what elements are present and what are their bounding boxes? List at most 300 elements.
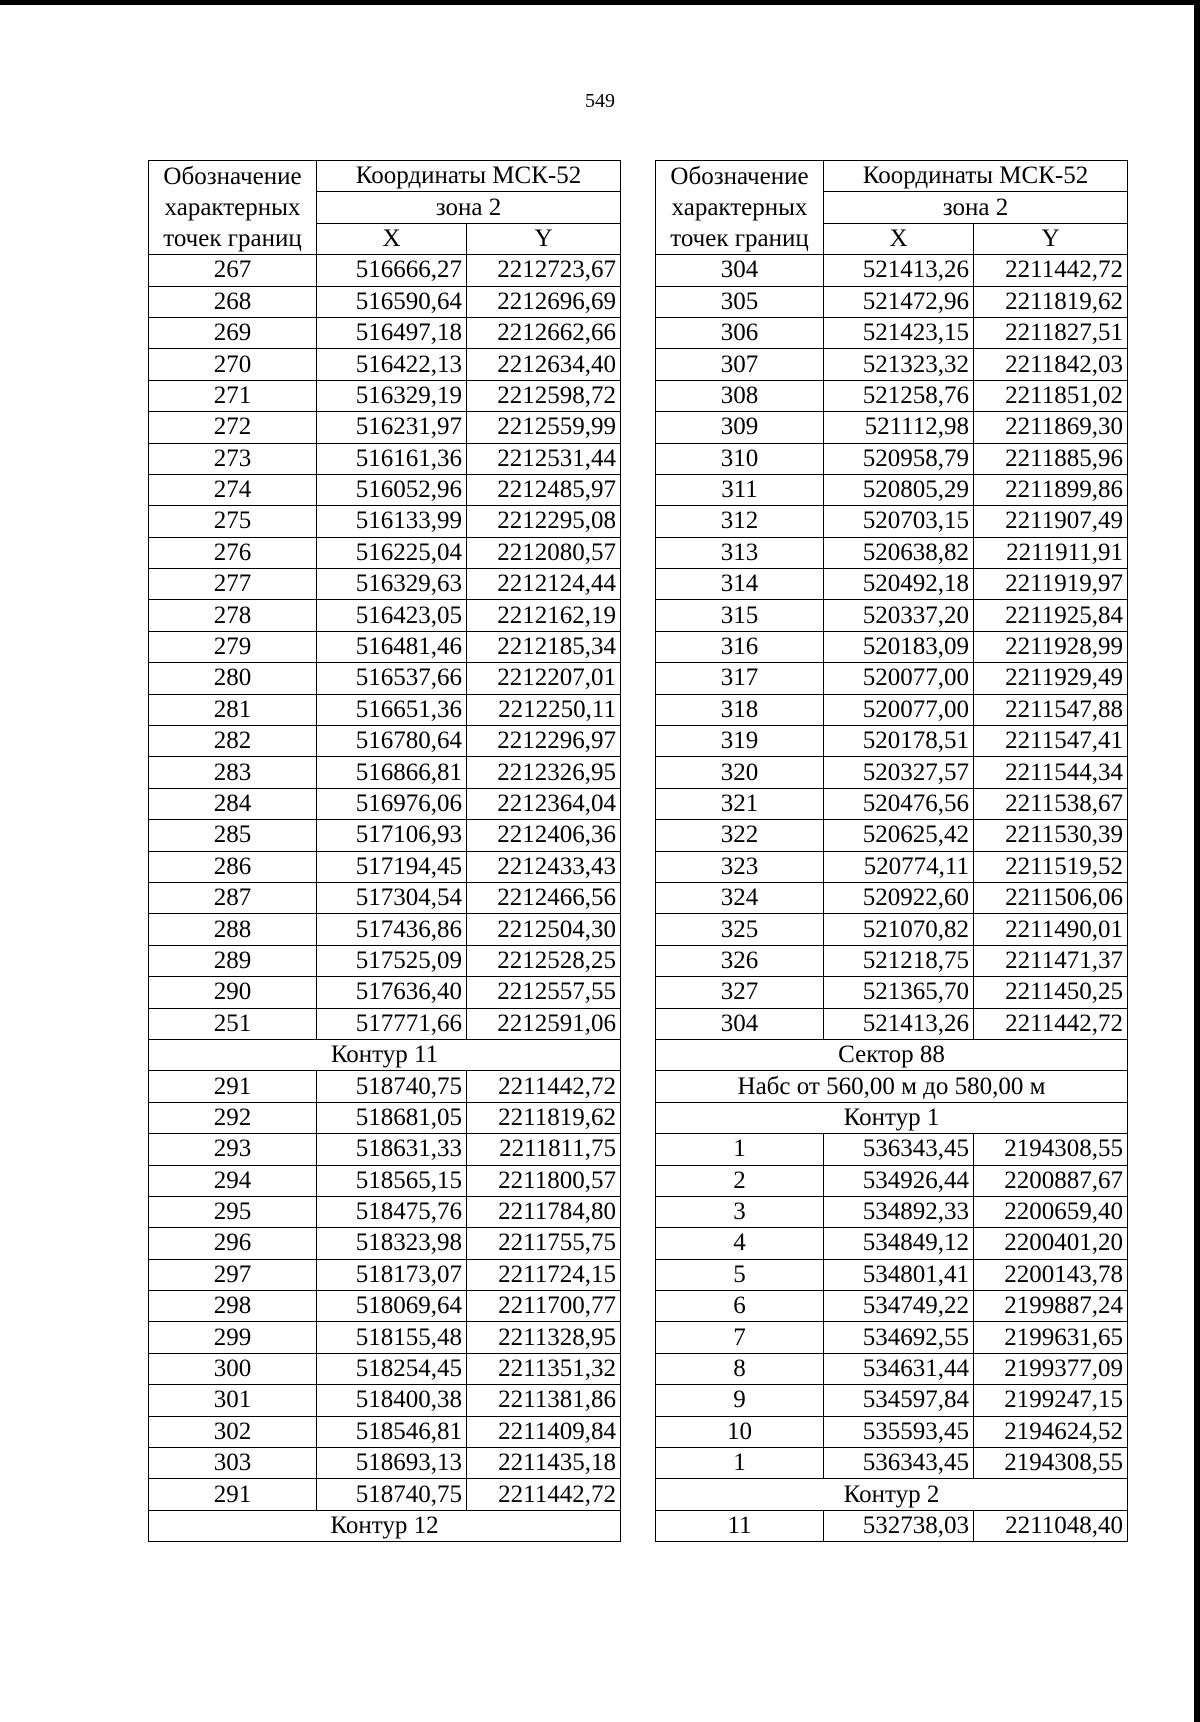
header-line: характерных <box>164 194 301 221</box>
header-y: Y <box>467 223 621 254</box>
header-line: характерных <box>671 194 808 221</box>
y-cell: 2211827,51 <box>974 317 1128 348</box>
x-cell: 534926,44 <box>824 1165 974 1196</box>
point-cell: 308 <box>656 380 824 411</box>
y-cell: 2211435,18 <box>467 1448 621 1479</box>
table-row <box>656 286 1128 317</box>
x-cell: 536343,45 <box>824 1134 974 1165</box>
y-cell: 2212466,56 <box>467 882 621 913</box>
table-row <box>149 506 621 537</box>
point-cell: 294 <box>149 1165 317 1196</box>
x-cell: 516225,04 <box>317 537 467 568</box>
x-cell: 520178,51 <box>824 726 974 757</box>
section-label: Сектор 88 <box>656 1039 1128 1070</box>
y-cell: 2194308,55 <box>974 1134 1128 1165</box>
y-cell: 2211442,72 <box>974 255 1128 286</box>
x-cell: 520077,00 <box>824 663 974 694</box>
x-cell: 516481,46 <box>317 631 467 662</box>
table-row <box>656 255 1128 286</box>
point-cell: 8 <box>656 1353 824 1384</box>
y-cell: 2212433,43 <box>467 851 621 882</box>
table-row <box>149 1385 621 1416</box>
y-cell: 2211700,77 <box>467 1291 621 1322</box>
y-cell: 2211885,96 <box>974 443 1128 474</box>
point-cell: 282 <box>149 726 317 757</box>
y-cell: 2212591,06 <box>467 1008 621 1039</box>
point-cell: 288 <box>149 914 317 945</box>
x-cell: 520327,57 <box>824 757 974 788</box>
y-cell: 2211547,88 <box>974 694 1128 725</box>
section-label: Набс от 560,00 м до 580,00 м <box>656 1071 1128 1102</box>
x-cell: 521413,26 <box>824 1008 974 1039</box>
y-cell: 2211328,95 <box>467 1322 621 1353</box>
y-cell: 2200659,40 <box>974 1196 1128 1227</box>
header-row-1 <box>149 161 621 192</box>
x-cell: 536343,45 <box>824 1448 974 1479</box>
point-cell: 324 <box>656 882 824 913</box>
y-cell: 2211842,03 <box>974 349 1128 380</box>
point-cell: 325 <box>656 914 824 945</box>
point-cell: 327 <box>656 977 824 1008</box>
table-row <box>656 317 1128 348</box>
point-cell: 309 <box>656 412 824 443</box>
point-cell: 313 <box>656 537 824 568</box>
table-row <box>656 1291 1128 1322</box>
header-line: точек границ <box>670 225 809 252</box>
table-row <box>656 882 1128 913</box>
table-row <box>149 569 621 600</box>
point-cell: 273 <box>149 443 317 474</box>
table-row <box>149 1165 621 1196</box>
x-cell: 516590,64 <box>317 286 467 317</box>
table-row <box>656 945 1128 976</box>
point-cell: 310 <box>656 443 824 474</box>
point-cell: 295 <box>149 1196 317 1227</box>
section-label: Контур 12 <box>149 1510 621 1541</box>
x-cell: 517436,86 <box>317 914 467 945</box>
table-row <box>149 255 621 286</box>
table-row <box>149 1071 621 1102</box>
x-cell: 520922,60 <box>824 882 974 913</box>
point-cell: 305 <box>656 286 824 317</box>
x-cell: 532738,03 <box>824 1510 974 1541</box>
y-cell: 2211450,25 <box>974 977 1128 1008</box>
y-cell: 2212528,25 <box>467 945 621 976</box>
x-cell: 534849,12 <box>824 1228 974 1259</box>
point-cell: 11 <box>656 1510 824 1541</box>
table-left-body <box>149 161 621 1542</box>
table-row <box>656 600 1128 631</box>
point-cell: 306 <box>656 317 824 348</box>
point-cell: 5 <box>656 1259 824 1290</box>
x-cell: 534631,44 <box>824 1353 974 1384</box>
x-cell: 520805,29 <box>824 474 974 505</box>
point-cell: 2 <box>656 1165 824 1196</box>
x-cell: 517304,54 <box>317 882 467 913</box>
x-cell: 521070,82 <box>824 914 974 945</box>
y-cell: 2212723,67 <box>467 255 621 286</box>
point-cell: 311 <box>656 474 824 505</box>
y-cell: 2199377,09 <box>974 1353 1128 1384</box>
point-cell: 303 <box>149 1448 317 1479</box>
x-cell: 518565,15 <box>317 1165 467 1196</box>
header-x: X <box>824 223 974 254</box>
y-cell: 2211811,75 <box>467 1134 621 1165</box>
point-cell: 3 <box>656 1196 824 1227</box>
table-row <box>149 1353 621 1384</box>
table-row <box>656 1196 1128 1227</box>
x-cell: 517106,93 <box>317 820 467 851</box>
x-cell: 521218,75 <box>824 945 974 976</box>
y-cell: 2212662,66 <box>467 317 621 348</box>
table-row <box>656 1448 1128 1479</box>
point-cell: 319 <box>656 726 824 757</box>
point-cell: 289 <box>149 945 317 976</box>
y-cell: 2211442,72 <box>974 1008 1128 1039</box>
point-cell: 317 <box>656 663 824 694</box>
table-row <box>656 851 1128 882</box>
point-cell: 293 <box>149 1134 317 1165</box>
point-cell: 274 <box>149 474 317 505</box>
y-cell: 2211928,99 <box>974 631 1128 662</box>
point-cell: 286 <box>149 851 317 882</box>
x-cell: 534597,84 <box>824 1385 974 1416</box>
section-row <box>656 1071 1128 1102</box>
table-row <box>656 537 1128 568</box>
point-cell: 296 <box>149 1228 317 1259</box>
header-point-designation <box>656 161 824 255</box>
scan-edge-top <box>0 0 1200 5</box>
point-cell: 6 <box>656 1291 824 1322</box>
table-row <box>656 1322 1128 1353</box>
point-cell: 1 <box>656 1448 824 1479</box>
table-row <box>656 412 1128 443</box>
y-cell: 2211442,72 <box>467 1071 621 1102</box>
y-cell: 2212326,95 <box>467 757 621 788</box>
point-cell: 287 <box>149 882 317 913</box>
x-cell: 520337,20 <box>824 600 974 631</box>
x-cell: 518069,64 <box>317 1291 467 1322</box>
x-cell: 521258,76 <box>824 380 974 411</box>
table-row <box>149 882 621 913</box>
point-cell: 314 <box>656 569 824 600</box>
point-cell: 321 <box>656 788 824 819</box>
y-cell: 2212207,01 <box>467 663 621 694</box>
header-point-designation <box>149 161 317 255</box>
y-cell: 2211547,41 <box>974 726 1128 757</box>
point-cell: 322 <box>656 820 824 851</box>
y-cell: 2211530,39 <box>974 820 1128 851</box>
point-cell: 272 <box>149 412 317 443</box>
table-row <box>149 663 621 694</box>
y-cell: 2211471,37 <box>974 945 1128 976</box>
x-cell: 516052,96 <box>317 474 467 505</box>
x-cell: 521365,70 <box>824 977 974 1008</box>
table-row <box>149 757 621 788</box>
section-label: Контур 2 <box>656 1479 1128 1510</box>
point-cell: 298 <box>149 1291 317 1322</box>
point-cell: 297 <box>149 1259 317 1290</box>
y-cell: 2212162,19 <box>467 600 621 631</box>
header-row-1 <box>656 161 1128 192</box>
x-cell: 518155,48 <box>317 1322 467 1353</box>
point-cell: 279 <box>149 631 317 662</box>
y-cell: 2211490,01 <box>974 914 1128 945</box>
x-cell: 518740,75 <box>317 1071 467 1102</box>
point-cell: 280 <box>149 663 317 694</box>
table-row <box>656 726 1128 757</box>
table-row <box>656 1416 1128 1447</box>
y-cell: 2211409,84 <box>467 1416 621 1447</box>
table-row <box>656 1353 1128 1384</box>
table-row <box>656 1510 1128 1541</box>
x-cell: 518475,76 <box>317 1196 467 1227</box>
y-cell: 2212634,40 <box>467 349 621 380</box>
x-cell: 517194,45 <box>317 851 467 882</box>
y-cell: 2211538,67 <box>974 788 1128 819</box>
point-cell: 307 <box>656 349 824 380</box>
y-cell: 2211911,91 <box>974 537 1128 568</box>
y-cell: 2211907,49 <box>974 506 1128 537</box>
x-cell: 518546,81 <box>317 1416 467 1447</box>
point-cell: 1 <box>656 1134 824 1165</box>
y-cell: 2211929,49 <box>974 663 1128 694</box>
point-cell: 316 <box>656 631 824 662</box>
x-cell: 521112,98 <box>824 412 974 443</box>
point-cell: 304 <box>656 255 824 286</box>
header-zone: зона 2 <box>824 192 1128 223</box>
point-cell: 299 <box>149 1322 317 1353</box>
x-cell: 517636,40 <box>317 977 467 1008</box>
point-cell: 4 <box>656 1228 824 1259</box>
y-cell: 2212504,30 <box>467 914 621 945</box>
x-cell: 521323,32 <box>824 349 974 380</box>
table-row <box>149 977 621 1008</box>
x-cell: 516651,36 <box>317 694 467 725</box>
point-cell: 7 <box>656 1322 824 1353</box>
point-cell: 9 <box>656 1385 824 1416</box>
x-cell: 520774,11 <box>824 851 974 882</box>
table-row <box>149 1228 621 1259</box>
header-coordinate-system: Координаты МСК-52 <box>824 161 1128 192</box>
point-cell: 276 <box>149 537 317 568</box>
table-row <box>656 1259 1128 1290</box>
y-cell: 2212295,08 <box>467 506 621 537</box>
table-row <box>656 506 1128 537</box>
point-cell: 267 <box>149 255 317 286</box>
x-cell: 516976,06 <box>317 788 467 819</box>
x-cell: 518693,13 <box>317 1448 467 1479</box>
section-label: Контур 1 <box>656 1102 1128 1133</box>
table-row <box>149 1134 621 1165</box>
y-cell: 2211755,75 <box>467 1228 621 1259</box>
y-cell: 2200887,67 <box>974 1165 1128 1196</box>
table-row <box>656 914 1128 945</box>
y-cell: 2212598,72 <box>467 380 621 411</box>
x-cell: 518173,07 <box>317 1259 467 1290</box>
x-cell: 518323,98 <box>317 1228 467 1259</box>
table-row <box>656 1228 1128 1259</box>
y-cell: 2212124,44 <box>467 569 621 600</box>
x-cell: 517771,66 <box>317 1008 467 1039</box>
table-row <box>149 474 621 505</box>
x-cell: 516666,27 <box>317 255 467 286</box>
y-cell: 2211819,62 <box>467 1102 621 1133</box>
y-cell: 2211869,30 <box>974 412 1128 443</box>
point-cell: 318 <box>656 694 824 725</box>
table-row <box>149 694 621 725</box>
table-row <box>656 820 1128 851</box>
x-cell: 520703,15 <box>824 506 974 537</box>
point-cell: 312 <box>656 506 824 537</box>
table-row <box>656 631 1128 662</box>
table-row <box>149 443 621 474</box>
x-cell: 516866,81 <box>317 757 467 788</box>
table-row <box>149 1291 621 1322</box>
header-coordinate-system: Координаты МСК-52 <box>317 161 621 192</box>
y-cell: 2212406,36 <box>467 820 621 851</box>
y-cell: 2211381,86 <box>467 1385 621 1416</box>
x-cell: 521472,96 <box>824 286 974 317</box>
point-cell: 269 <box>149 317 317 348</box>
header-zone: зона 2 <box>317 192 621 223</box>
x-cell: 516329,19 <box>317 380 467 411</box>
y-cell: 2211851,02 <box>974 380 1128 411</box>
y-cell: 2212296,97 <box>467 726 621 757</box>
table-row <box>656 757 1128 788</box>
section-row <box>656 1479 1128 1510</box>
point-cell: 271 <box>149 380 317 411</box>
y-cell: 2194308,55 <box>974 1448 1128 1479</box>
header-line: Обозначение <box>163 163 302 190</box>
point-cell: 301 <box>149 1385 317 1416</box>
y-cell: 2212557,55 <box>467 977 621 1008</box>
point-cell: 270 <box>149 349 317 380</box>
x-cell: 516497,18 <box>317 317 467 348</box>
point-cell: 285 <box>149 820 317 851</box>
table-row <box>656 474 1128 505</box>
header-line: Обозначение <box>670 163 809 190</box>
x-cell: 518740,75 <box>317 1479 467 1510</box>
y-cell: 2212485,97 <box>467 474 621 505</box>
table-row <box>656 694 1128 725</box>
table-row <box>149 914 621 945</box>
section-row <box>149 1510 621 1541</box>
y-cell: 2211519,52 <box>974 851 1128 882</box>
point-cell: 290 <box>149 977 317 1008</box>
x-cell: 534692,55 <box>824 1322 974 1353</box>
section-row <box>656 1102 1128 1133</box>
scan-edge-right <box>1194 0 1200 1722</box>
x-cell: 518631,33 <box>317 1134 467 1165</box>
y-cell: 2199247,15 <box>974 1385 1128 1416</box>
y-cell: 2199631,65 <box>974 1322 1128 1353</box>
table-row <box>149 380 621 411</box>
point-cell: 315 <box>656 600 824 631</box>
table-row <box>656 380 1128 411</box>
x-cell: 520183,09 <box>824 631 974 662</box>
table-row <box>149 1196 621 1227</box>
point-cell: 320 <box>656 757 824 788</box>
x-cell: 516422,13 <box>317 349 467 380</box>
table-row <box>149 1448 621 1479</box>
y-cell: 2200401,20 <box>974 1228 1128 1259</box>
section-label: Контур 11 <box>149 1039 621 1070</box>
x-cell: 516231,97 <box>317 412 467 443</box>
table-row <box>149 945 621 976</box>
header-x: X <box>317 223 467 254</box>
point-cell: 251 <box>149 1008 317 1039</box>
x-cell: 516161,36 <box>317 443 467 474</box>
y-cell: 2211351,32 <box>467 1353 621 1384</box>
y-cell: 2194624,52 <box>974 1416 1128 1447</box>
point-cell: 291 <box>149 1071 317 1102</box>
table-row <box>149 1259 621 1290</box>
coordinates-table-left <box>148 160 621 1542</box>
x-cell: 516329,63 <box>317 569 467 600</box>
table-row <box>149 820 621 851</box>
table-row <box>149 1416 621 1447</box>
x-cell: 518400,38 <box>317 1385 467 1416</box>
table-row <box>149 1102 621 1133</box>
table-row <box>656 1165 1128 1196</box>
table-row <box>656 1385 1128 1416</box>
page-number: 549 <box>585 90 615 112</box>
table-row <box>149 537 621 568</box>
table-row <box>656 443 1128 474</box>
x-cell: 517525,09 <box>317 945 467 976</box>
point-cell: 275 <box>149 506 317 537</box>
x-cell: 520492,18 <box>824 569 974 600</box>
y-cell: 2211819,62 <box>974 286 1128 317</box>
table-row <box>656 977 1128 1008</box>
x-cell: 520625,42 <box>824 820 974 851</box>
x-cell: 516133,99 <box>317 506 467 537</box>
section-row <box>149 1039 621 1070</box>
point-cell: 292 <box>149 1102 317 1133</box>
x-cell: 516423,05 <box>317 600 467 631</box>
point-cell: 283 <box>149 757 317 788</box>
y-cell: 2211925,84 <box>974 600 1128 631</box>
y-cell: 2211919,97 <box>974 569 1128 600</box>
y-cell: 2212185,34 <box>467 631 621 662</box>
point-cell: 323 <box>656 851 824 882</box>
x-cell: 520077,00 <box>824 694 974 725</box>
table-row <box>149 851 621 882</box>
y-cell: 2199887,24 <box>974 1291 1128 1322</box>
table-row <box>149 349 621 380</box>
x-cell: 520638,82 <box>824 537 974 568</box>
y-cell: 2200143,78 <box>974 1259 1128 1290</box>
y-cell: 2211724,15 <box>467 1259 621 1290</box>
point-cell: 10 <box>656 1416 824 1447</box>
x-cell: 534892,33 <box>824 1196 974 1227</box>
header-line: точек границ <box>163 225 302 252</box>
point-cell: 281 <box>149 694 317 725</box>
point-cell: 304 <box>656 1008 824 1039</box>
y-cell: 2211899,86 <box>974 474 1128 505</box>
table-row <box>149 1322 621 1353</box>
table-row <box>149 317 621 348</box>
x-cell: 535593,45 <box>824 1416 974 1447</box>
table-row <box>656 569 1128 600</box>
point-cell: 284 <box>149 788 317 819</box>
table-row <box>656 349 1128 380</box>
point-cell: 278 <box>149 600 317 631</box>
table-row <box>656 1008 1128 1039</box>
point-cell: 291 <box>149 1479 317 1510</box>
x-cell: 521413,26 <box>824 255 974 286</box>
